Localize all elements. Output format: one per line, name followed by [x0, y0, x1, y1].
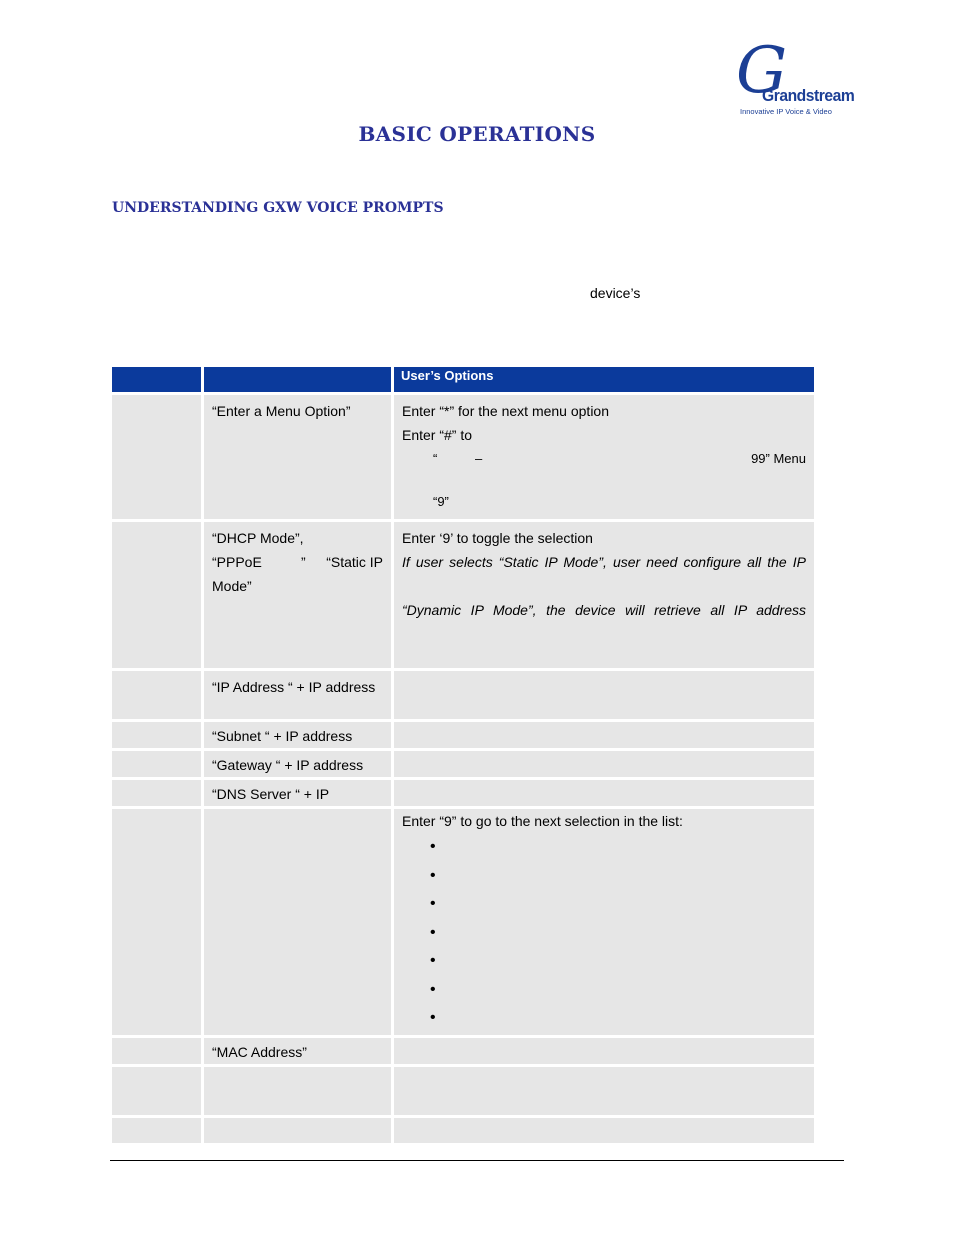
option-line: “Dynamic IP Mode”, the device will retrieve all IP address	[402, 602, 806, 618]
table-row	[112, 671, 814, 722]
table-row	[112, 809, 814, 1038]
list-item: •	[430, 923, 436, 941]
table-row	[112, 1067, 814, 1118]
logo-wordmark: Grandstream	[762, 86, 855, 105]
grandstream-logo	[734, 34, 855, 120]
prompt-cell: “MAC Address”	[204, 1038, 394, 1067]
option-fragment: –	[475, 451, 483, 466]
list-item: •	[430, 1009, 436, 1026]
option-line: If user selects “Static IP Mode”, user need configure all the IP	[402, 554, 806, 570]
prompt-cell: “DNS Server “ + IP	[204, 780, 394, 809]
logo-g-mark: G	[736, 34, 788, 108]
footer-divider	[110, 1160, 844, 1161]
option-fragment: 99” Menu	[751, 451, 806, 466]
menu-cell	[112, 780, 204, 809]
prompt-cell: “Enter a Menu Option”	[204, 395, 394, 522]
prompt-cell: “IP Address “ + IP address	[204, 671, 394, 722]
menu-cell	[112, 1118, 204, 1146]
prompt-cell	[204, 1067, 394, 1118]
menu-cell	[112, 1067, 204, 1118]
options-cell	[394, 809, 814, 1038]
prompt-cell: “Subnet “ + IP address	[204, 722, 394, 751]
header-cell-prompt	[204, 367, 394, 395]
prompt-cell	[204, 522, 394, 671]
bullet-list	[402, 833, 806, 1033]
options-cell	[394, 522, 814, 671]
prompt-line: “DHCP Mode”,	[212, 530, 304, 546]
table-row	[112, 522, 814, 671]
table-header-row	[112, 367, 814, 395]
prompt-line: “PPPoE ” “Static IP	[212, 554, 383, 570]
list-item: •	[430, 838, 436, 855]
prompt-cell: “Gateway “ + IP address	[204, 751, 394, 780]
option-fragment: “	[433, 451, 438, 466]
option-line: Enter ‘9’ to toggle the selection	[402, 530, 593, 546]
options-cell	[394, 751, 814, 780]
table-row	[112, 1118, 814, 1146]
menu-cell	[112, 522, 204, 671]
options-cell	[394, 1038, 814, 1067]
menu-cell	[112, 751, 204, 780]
header-cell-options: User’s Options	[394, 367, 814, 395]
page-title: BASIC OPERATIONS	[358, 122, 596, 146]
menu-cell	[112, 1038, 204, 1067]
menu-cell	[112, 809, 204, 1038]
list-item: •	[430, 895, 436, 912]
table-row	[112, 751, 814, 780]
list-item: •	[430, 866, 436, 884]
section-heading: UNDERSTANDING GXW VOICE PROMPTS	[112, 200, 444, 216]
option-line: Enter “*” for the next menu option	[402, 403, 609, 419]
prompt-line: Mode”	[212, 578, 252, 594]
options-cell	[394, 780, 814, 809]
header-cell-menu	[112, 367, 204, 395]
option-fragment: “9”	[433, 494, 449, 509]
intro-text-fragment: device’s	[590, 285, 641, 301]
menu-cell	[112, 722, 204, 751]
options-cell	[394, 722, 814, 751]
table-row	[112, 722, 814, 751]
options-cell	[394, 1118, 814, 1146]
options-cell	[394, 395, 814, 522]
table-row	[112, 780, 814, 809]
option-line: Enter “9” to go to the next selection in the list:	[402, 813, 683, 829]
options-cell	[394, 671, 814, 722]
table-row	[112, 1038, 814, 1067]
prompt-cell	[204, 1118, 394, 1146]
menu-cell	[112, 395, 204, 522]
logo-tagline: Innovative IP Voice & Video	[740, 107, 832, 116]
options-cell	[394, 1067, 814, 1118]
list-item: •	[430, 952, 436, 969]
table-row	[112, 395, 814, 522]
prompt-cell	[204, 809, 394, 1038]
menu-cell	[112, 671, 204, 722]
list-item: •	[430, 980, 436, 998]
option-line: Enter “#” to	[402, 427, 473, 443]
voice-prompt-table	[112, 367, 814, 1146]
